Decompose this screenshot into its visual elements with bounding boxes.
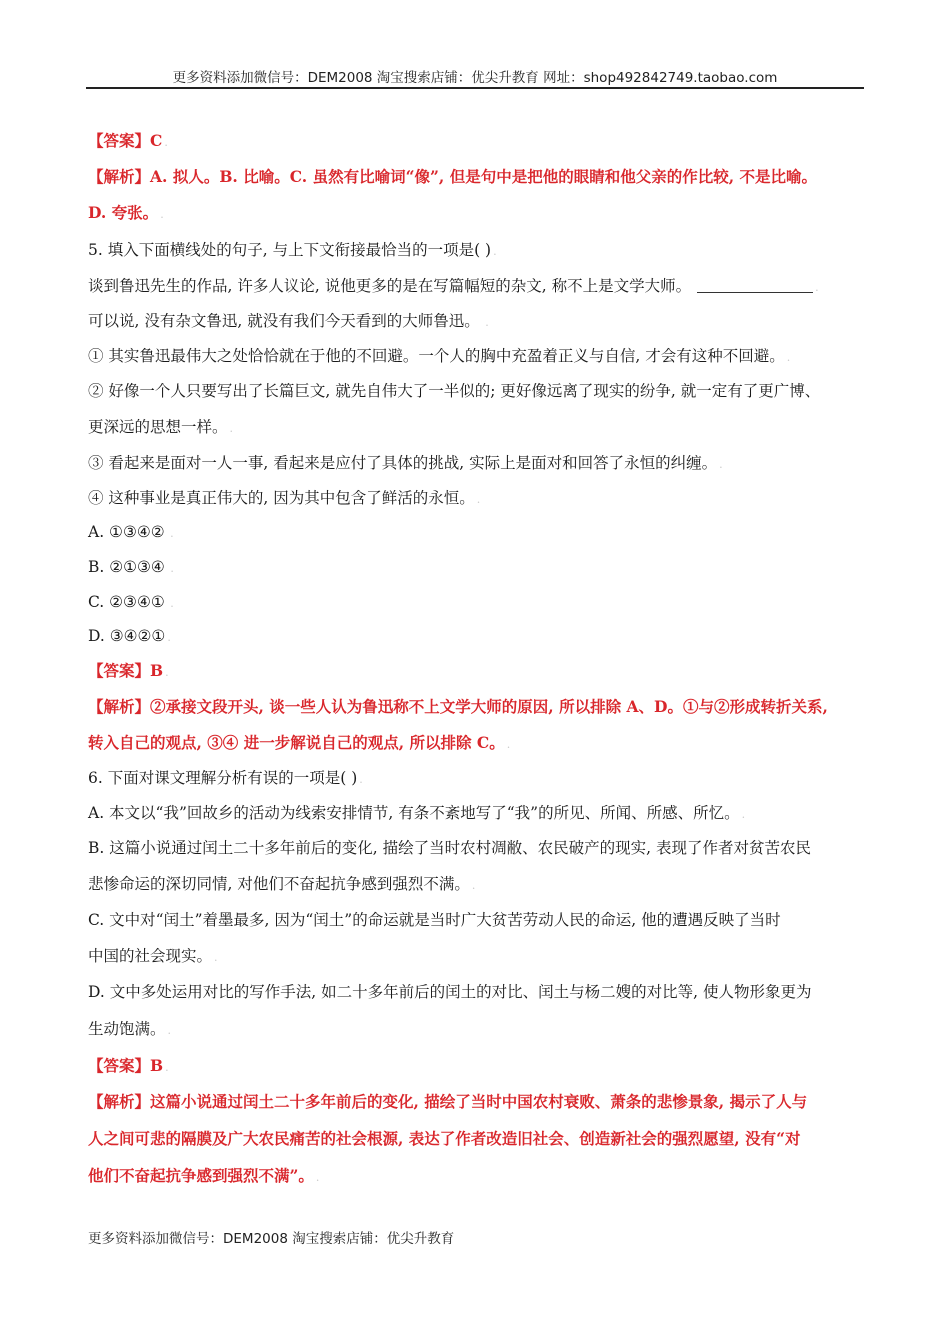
- q4-answer: 【答案】C .: [88, 131, 168, 150]
- q5-stem: 5. 填入下面横线处的句子, 与上下文衔接最恰当的一项是( ) .: [88, 241, 497, 259]
- q6-option-b-line1: B. 这篇小说通过闰土二十多年前后的变化, 描绘了当时农村凋敝、农民破产的现实, 表现了作者对贫苦农民: [88, 839, 811, 857]
- q5-passage-line1: 谈到鲁迅先生的作品, 许多人议论, 说他更多的是在写篇幅短的杂文, 称不上是文学大师。 .: [88, 277, 819, 295]
- q5-sentence-3: ③ 看起来是面对一人一事, 看起来是应付了具体的挑战, 实际上是面对和回答了永恒的纠缠。 .: [88, 454, 723, 472]
- q6-option-c-line1: C. 文中对“闰土”着墨最多, 因为“闰土”的命运就是当时广大贫苦劳动人民的命运, 他的遭遇反映了当时: [88, 911, 781, 929]
- q6-option-a: A. 本文以“我”回故乡的活动为线索安排情节, 有条不紊地写了“我”的所见、所闻、所感、所忆。 .: [88, 804, 746, 822]
- q5-option-a: A. ①③④② .: [88, 523, 174, 541]
- q5-option-b: B. ②①③④ .: [88, 558, 174, 576]
- header-rule: [86, 87, 864, 89]
- q6-stem: 6. 下面对课文理解分析有误的一项是( ) .: [88, 769, 363, 787]
- q5-answer: 【答案】B .: [88, 661, 169, 680]
- q6-analysis-line1: 【解析】这篇小说通过闰土二十多年前后的变化, 描绘了当时中国农村衰败、萧条的悲惨景象, 揭示了人与: [88, 1092, 808, 1111]
- q5-analysis-line1: 【解析】②承接文段开头, 谈一些人认为鲁迅称不上文学大师的原因, 所以排除 A、D。①与②形成转折关系,: [88, 697, 828, 716]
- q5-sentence-2-line2: 更深远的思想一样。 .: [88, 418, 234, 436]
- page-header: 更多资料添加微信号：DEM2008 淘宝搜索店铺：优尖升教育 网址：shop492842749.taobao.com: [172, 70, 778, 86]
- q6-option-b-line2: 悲惨命运的深切同情, 对他们不奋起抗争感到强烈不满。 .: [88, 875, 476, 893]
- q5-sentence-4: ④ 这种事业是真正伟大的, 因为其中包含了鲜活的永恒。 .: [88, 489, 481, 507]
- q5-sentence-1: ① 其实鲁迅最伟大之处恰恰就在于他的不回避。一个人的胸中充盈着正义与自信, 才会有这种不回避。 .: [88, 347, 791, 365]
- page-footer: 更多资料添加微信号：DEM2008 淘宝搜索店铺：优尖升教育: [88, 1231, 455, 1247]
- q4-analysis-line2: D. 夸张。 .: [88, 203, 164, 222]
- q6-answer: 【答案】B .: [88, 1056, 169, 1075]
- q6-analysis-line3: 他们不奋起抗争感到强烈不满”。 .: [88, 1166, 320, 1185]
- q6-option-d-line1: D. 文中多处运用对比的写作手法, 如二十多年前后的闰土的对比、闰土与杨二嫂的对比等, 使人物形象更为: [88, 983, 812, 1001]
- q5-passage-line2: 可以说, 没有杂文鲁迅, 就没有我们今天看到的大师鲁迅。 .: [88, 312, 489, 330]
- fill-blank: [697, 278, 813, 293]
- q6-option-d-line2: 生动饱满。 .: [88, 1020, 172, 1038]
- q5-option-c: C. ②③④① .: [88, 593, 174, 611]
- q5-option-d: D. ③④②① .: [88, 627, 171, 645]
- q5-analysis-line2: 转入自己的观点, ③④ 进一步解说自己的观点, 所以排除 C。 .: [88, 733, 511, 752]
- q6-option-c-line2: 中国的社会现实。 .: [88, 947, 218, 965]
- q5-sentence-2-line1: ② 好像一个人只要写出了长篇巨文, 就先自伟大了一半似的; 更好像远离了现实的纷争, 就一定有了更广博、: [88, 382, 821, 400]
- q6-analysis-line2: 人之间可悲的隔膜及广大农民痛苦的社会根源, 表达了作者改造旧社会、创造新社会的强烈愿望, 没有“对: [88, 1129, 801, 1148]
- q4-analysis-line1: 【解析】A. 拟人。B. 比喻。C. 虽然有比喻词“像”, 但是句中是把他的眼睛和他父亲的作比较, 不是比喻。: [88, 167, 817, 186]
